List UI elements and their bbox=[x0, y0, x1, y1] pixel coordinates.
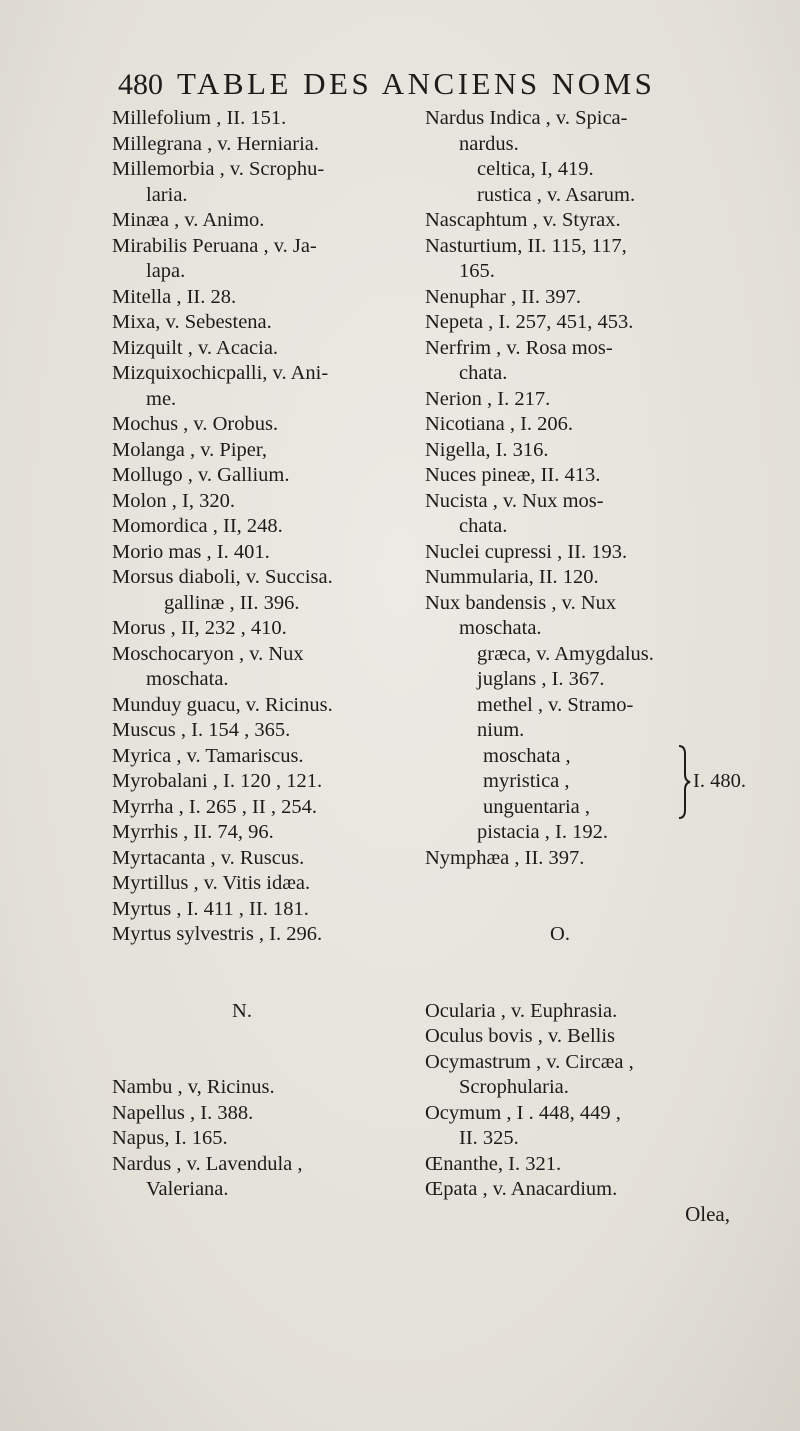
index-entry: Myrtus sylvestris , I. 296. bbox=[112, 923, 323, 945]
index-entry: juglans , I. 367. bbox=[477, 668, 605, 690]
index-entry: Ocularia , v. Euphrasia. bbox=[425, 999, 618, 1022]
index-entry: Molon , I, 320. bbox=[112, 489, 235, 512]
curly-brace-icon bbox=[677, 744, 691, 820]
index-column-right-bottom bbox=[425, 820, 745, 1203]
index-entry: Momordica , II, 248. bbox=[112, 515, 283, 537]
index-entry: celtica, I, 419. bbox=[477, 158, 594, 180]
index-entry: nium. bbox=[477, 719, 525, 741]
index-entry: Nardus , v. Lavendula , bbox=[112, 1152, 303, 1175]
index-column-right bbox=[425, 106, 745, 1203]
spacer bbox=[425, 948, 745, 999]
index-entry: Morio mas , I. 401. bbox=[112, 540, 270, 563]
index-entry: Morsus diaboli, v. Succisa. bbox=[112, 566, 333, 588]
index-entry: Nerion , I. 217. bbox=[425, 387, 551, 410]
index-entry: Myrtacanta , v. Ruscus. bbox=[112, 846, 305, 869]
index-entry: moschata. bbox=[459, 617, 542, 639]
index-entry: Nardus Indica , v. Spica- bbox=[425, 107, 628, 129]
index-entry: Mochus , v. Orobus. bbox=[112, 413, 279, 435]
index-entry: Mixa, v. Sebestena. bbox=[112, 311, 272, 333]
index-entry: II. 325. bbox=[459, 1127, 519, 1149]
index-entry: Nambu , v, Ricinus. bbox=[112, 1076, 275, 1098]
index-entry: nardus. bbox=[459, 132, 519, 155]
index-entry: Nux bandensis , v. Nux bbox=[425, 591, 617, 614]
index-entry: Ocymum , I . 448, 449 , bbox=[425, 1101, 621, 1124]
index-entry: rustica , v. Asarum. bbox=[477, 183, 636, 206]
index-entry: Ocymastrum , v. Circæa , bbox=[425, 1050, 634, 1073]
bracket-line: unguentaria , bbox=[483, 795, 591, 818]
index-entry: moschata. bbox=[146, 668, 229, 690]
index-entry: Nicotiana , I. 206. bbox=[425, 413, 574, 435]
index-entry: chata. bbox=[459, 362, 508, 384]
index-entry: Mollugo , v. Gallium. bbox=[112, 464, 290, 486]
spacer bbox=[425, 871, 745, 922]
index-entry: Valeriana. bbox=[146, 1178, 229, 1200]
index-entry: Mizquilt , v. Acacia. bbox=[112, 336, 279, 359]
index-entry: Moschocaryon , v. Nux bbox=[112, 642, 304, 665]
index-entry: 165. bbox=[459, 260, 495, 282]
index-entry: Myrtillus , v. Vitis idæa. bbox=[112, 872, 311, 894]
index-entry: chata. bbox=[459, 515, 508, 537]
index-entry: lapa. bbox=[146, 260, 186, 282]
index-entry: Myrica , v. Tamariscus. bbox=[112, 744, 304, 767]
index-entry: Œpata , v. Anacardium. bbox=[425, 1178, 618, 1200]
page-number: 480 bbox=[118, 68, 163, 101]
bracket-group bbox=[425, 744, 745, 821]
index-entry: laria. bbox=[146, 183, 188, 206]
index-entry: Myrobalani , I. 120 , 121. bbox=[112, 770, 323, 792]
spacer bbox=[112, 948, 412, 999]
page-header bbox=[118, 66, 678, 106]
index-entry: Millefolium , II. 151. bbox=[112, 107, 287, 129]
index-entry: Muscus , I. 154 , 365. bbox=[112, 719, 291, 741]
index-entry: Nigella, I. 316. bbox=[425, 438, 549, 461]
index-entry: Nuclei cupressi , II. 193. bbox=[425, 540, 628, 563]
index-entry: Œnanthe, I. 321. bbox=[425, 1152, 562, 1175]
index-entry: Millegrana , v. Herniaria. bbox=[112, 132, 320, 155]
index-column-left bbox=[112, 106, 412, 1203]
index-entry: Nummularia, II. 120. bbox=[425, 566, 599, 588]
index-entry: methel , v. Stramo- bbox=[477, 693, 634, 716]
section-heading: O. bbox=[550, 923, 570, 945]
index-entry: Nascaphtum , v. Styrax. bbox=[425, 209, 621, 231]
index-entry: Morus , II, 232 , 410. bbox=[112, 617, 287, 639]
index-entry: Oculus bovis , v. Bellis bbox=[425, 1025, 616, 1047]
index-entry: pistacia , I. 192. bbox=[477, 821, 608, 843]
index-entry: Myrrha , I. 265 , II , 254. bbox=[112, 795, 317, 818]
index-entry: Nuces pineæ, II. 413. bbox=[425, 464, 601, 486]
index-entry: Napus, I. 165. bbox=[112, 1127, 228, 1149]
bracket-line: myristica , bbox=[483, 770, 570, 792]
index-entry: Molanga , v. Piper, bbox=[112, 438, 267, 461]
index-entry: Minæa , v. Animo. bbox=[112, 209, 265, 231]
index-entry: Millemorbia , v. Scrophu- bbox=[112, 158, 325, 180]
index-entry: Mirabilis Peruana , v. Ja- bbox=[112, 234, 317, 257]
index-entry: Myrrhis , II. 74, 96. bbox=[112, 821, 274, 843]
index-column-right-top bbox=[425, 106, 745, 744]
index-entry: Nepeta , I. 257, 451, 453. bbox=[425, 311, 634, 333]
spacer bbox=[112, 1024, 412, 1075]
index-entry: Myrtus , I. 411 , II. 181. bbox=[112, 897, 309, 920]
index-entry: Nenuphar , II. 397. bbox=[425, 285, 581, 308]
index-entry: Scrophularia. bbox=[459, 1076, 569, 1098]
index-entry: gallinæ , II. 396. bbox=[164, 591, 300, 614]
index-entry: Nasturtium, II. 115, 117, bbox=[425, 234, 627, 257]
index-entry: Nerfrim , v. Rosa mos- bbox=[425, 336, 613, 359]
index-entry: me. bbox=[146, 387, 177, 410]
section-heading: N. bbox=[232, 999, 252, 1022]
index-entry: Munduy guacu, v. Ricinus. bbox=[112, 693, 333, 716]
index-entry: Nucista , v. Nux mos- bbox=[425, 489, 604, 512]
index-entry: græca, v. Amygdalus. bbox=[477, 642, 654, 665]
index-entry: Mizquixochicpalli, v. Ani- bbox=[112, 362, 329, 384]
bracket-reference: I. 480. bbox=[693, 769, 746, 792]
index-entry: Napellus , I. 388. bbox=[112, 1101, 254, 1124]
index-entry: Mitella , II. 28. bbox=[112, 285, 237, 308]
catchword: Olea, bbox=[685, 1202, 730, 1226]
running-title: TABLE DES ANCIENS NOMS bbox=[177, 66, 656, 101]
bracket-line: moschata , bbox=[483, 744, 571, 767]
index-entry: Nymphæa , II. 397. bbox=[425, 846, 585, 869]
